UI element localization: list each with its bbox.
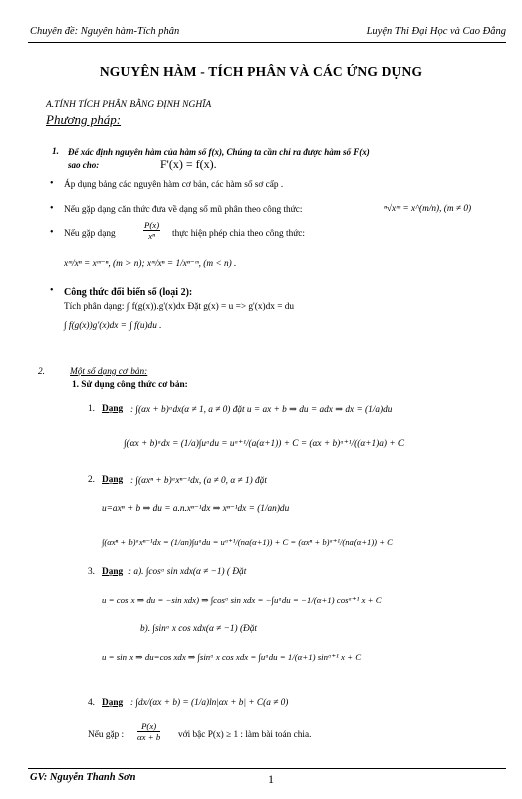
dang1-number: 1. — [88, 404, 95, 414]
item2-number: 2. — [38, 367, 45, 377]
bullet2-text: Nếu gặp dạng căn thức đưa về dạng số mũ phân theo công thức: — [64, 205, 303, 215]
dang2-line3: ∫(αxⁿ + b)ᵅxⁿ⁻¹dx = (1/an)∫uᵅdu = uᵅ⁺¹/(na(α+1)) + C = (αxⁿ + b)ᵅ⁺¹/(na(α+1)) + C — [102, 537, 393, 547]
bullet3-post: thực hiện phép chia theo công thức: — [172, 229, 305, 239]
section-a-heading: A.TÍNH TÍCH PHÂN BẰNG ĐỊNH NGHĨA — [46, 100, 212, 110]
item1-formula: F'(x) = f(x). — [160, 157, 217, 171]
dang1-line1: : ∫(αx + b)ᵅdx(α ≠ 1, a ≠ 0) đặt u = ax + b ⇒ du = adx ⇒ dx = (1/a)du — [130, 405, 393, 415]
bullet-icon: • — [50, 285, 54, 296]
bullet1-text: Áp dụng bảng các nguyên hàm cơ bản, các hàm số sơ cấp . — [64, 180, 284, 190]
dang3-line2: u = cos x ⇒ du = −sin xdx) ⇒ ∫cosᵅ sin xdx = −∫uᵅdu = −1/(α+1) cosᵅ⁺¹ x + C — [102, 595, 382, 605]
bullet2-formula: ⁿ√xᵐ = x^(m/n), (m ≠ 0) — [384, 204, 472, 214]
dang2-line1: : ∫(αxⁿ + b)ᵅxⁿ⁻¹dx, (a ≠ 0, α ≠ 1) đặt — [130, 476, 267, 486]
dang4-line2-pre: Nếu gặp : — [88, 730, 125, 740]
dang4-line1: : ∫dx/(αx + b) = (1/a)ln|αx + b| + C(a ≠ 0) — [130, 698, 289, 708]
dang3-line4: u = sin x ⇒ du=cos xdx ⇒ ∫sinᵅ x cos xdx = ∫uᵅdu = 1/(α+1) sinᵅ⁺¹ x + C — [102, 652, 362, 662]
dang4-label: Dạng — [102, 698, 124, 708]
dang4-number: 4. — [88, 698, 95, 708]
bullet-icon: • — [50, 178, 54, 189]
dang2-label: Dạng — [102, 475, 124, 485]
dang2-number: 2. — [88, 475, 95, 485]
dang2-line2: u=axⁿ + b ⇒ du = a.n.xⁿ⁻¹dx ⇒ xⁿ⁻¹dx = (1/an)du — [102, 504, 290, 514]
bullet4-title: Công thức đổi biến số (loại 2): — [64, 287, 193, 298]
bullet3-fraction: $\frac{P(x)}{\text{xⁿ}}$ — [144, 220, 160, 241]
item2-heading: Một số dạng cơ bản: — [70, 367, 148, 377]
dang4-line2-post: với bậc P(x) ≥ 1 : làm bài toán chia. — [178, 730, 312, 740]
item1-text: Để xác định nguyên hàm của hàm số f(x), Chúng ta cần chỉ ra được hàm số F(x) — [68, 147, 370, 157]
header-divider — [28, 42, 506, 43]
dang3-line1: : a). ∫cosᵅ sin xdx(α ≠ −1) ( Đặt — [128, 567, 247, 577]
bullet4-line2: ∫ f(g(x))g'(x)dx = ∫ f(u)du . — [64, 321, 162, 331]
dang1-line2: ∫(αx + b)ᵅdx = (1/a)∫uᵅdu = uᵅ⁺¹/(a(α+1)) + C = (αx + b)ᵅ⁺¹/((α+1)a) + C — [124, 439, 405, 449]
footer-divider — [28, 768, 506, 769]
bullet-icon: • — [50, 227, 54, 238]
document-title: NGUYÊN HÀM - TÍCH PHÂN VÀ CÁC ỨNG DỤNG — [99, 64, 423, 79]
item1-text2: sao cho: — [68, 160, 100, 170]
page-number: 1 — [268, 772, 274, 786]
bullet3-pre: Nếu gặp dạng — [64, 229, 116, 239]
header-right-text: Luyện Thi Đại Học và Cao Đẳng — [366, 26, 506, 37]
dang3-line3: b). ∫sinᵅ x cos xdx(α ≠ −1) (Đặt — [140, 624, 257, 634]
item2-sub1: 1. Sử dụng công thức cơ bản: — [72, 380, 188, 390]
method-heading: Phương pháp: — [46, 112, 122, 127]
bullet-icon: • — [50, 203, 54, 214]
dang4-fraction: $\frac{P(x)}{\alpha x + b}$ — [137, 721, 161, 742]
bullet3-formula: xᵐ/xⁿ = xᵐ⁻ⁿ, (m > n); xᵐ/xⁿ = 1/xⁿ⁻ᵐ, (m < n) . — [64, 259, 237, 269]
dang3-number: 3. — [88, 567, 95, 577]
header-left-text: Chuyên đề: Nguyên hàm-Tích phân — [30, 26, 180, 37]
footer-author: GV: Nguyễn Thanh Sơn — [30, 772, 136, 783]
bullet4-line1: Tích phân dạng: ∫ f(g(x)).g'(x)dx Đặt g(x) = u => g'(x)dx = du — [64, 302, 295, 312]
dang1-label: Dạng — [102, 404, 124, 414]
dang3-label: Dạng — [102, 567, 124, 577]
item1-number: 1. — [52, 147, 59, 157]
